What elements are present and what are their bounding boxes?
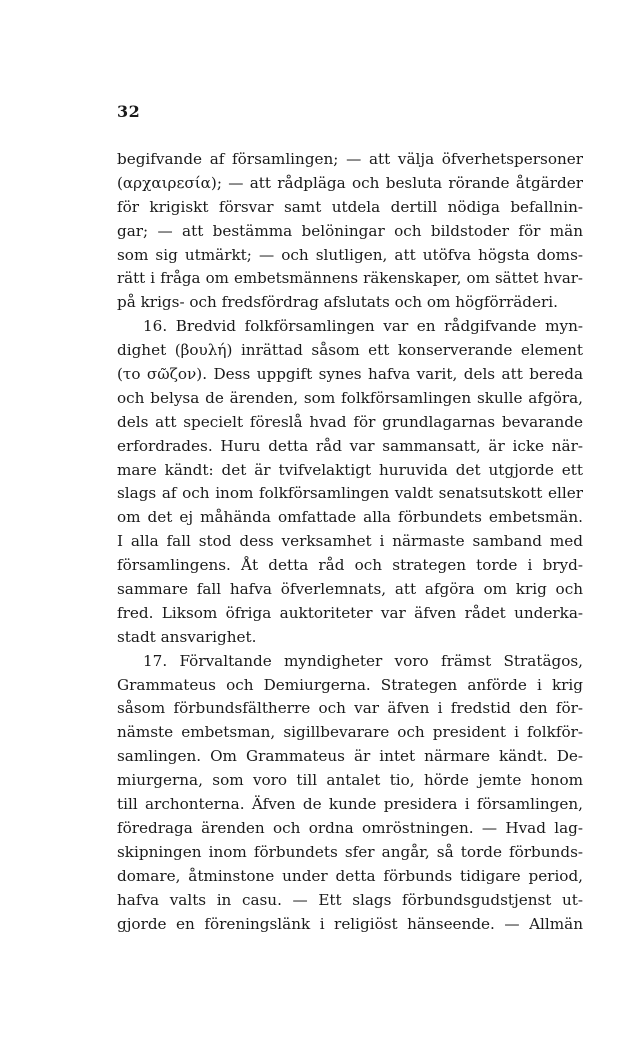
text-line: dighet (βουλή) inrättad såsom ett konserverande element bbox=[117, 341, 583, 360]
text-line: 16. Bredvid folkförsamlingen var en rådgifvande myn- bbox=[143, 317, 583, 336]
text-line: (αρχαιρεσία); — att rådpläga och besluta rörande åtgärder bbox=[117, 173, 583, 192]
text-line: nämste embetsman, sigillbevarare och president i folkför- bbox=[117, 723, 583, 742]
text-line: till archonterna. Äfven de kunde presidera i församlingen, bbox=[117, 795, 583, 814]
text-line: domare, åtminstone under detta förbunds tidigare period, bbox=[117, 866, 583, 885]
text-line: rätt i fråga om embetsmännens räkenskaper, om sättet hvar- bbox=[117, 269, 583, 288]
text-line: erfordrades. Huru detta råd var sammansatt, är icke när- bbox=[117, 436, 583, 455]
text-line: hafva valts in casu. — Ett slags förbundsgudstjenst ut- bbox=[117, 890, 583, 909]
text-line: och belysa de ärenden, som folkförsamlingen skulle afgöra, bbox=[117, 388, 583, 407]
text-line: såsom förbundsfältherre och var äfven i fredstid den för- bbox=[117, 699, 583, 718]
text-line: Grammateus och Demiurgerna. Strategen anförde i krig bbox=[117, 675, 583, 694]
text-line: om det ej måhända omfattade alla förbundets embetsmän. bbox=[117, 508, 583, 527]
text-line: skipningen inom förbundets sfer angår, så torde förbunds- bbox=[117, 842, 583, 861]
body-text bbox=[117, 148, 583, 936]
text-line: I alla fall stod dess verksamhet i närmaste samband med bbox=[117, 532, 583, 551]
text-line: sammare fall hafva öfverlemnats, att afgöra om krig och bbox=[117, 580, 583, 599]
text-line: fred. Liksom öfriga auktoriteter var äfven rådet underka- bbox=[117, 603, 583, 622]
text-line: 17. Förvaltande myndigheter voro främst Stratägos, bbox=[143, 651, 583, 670]
text-line: som sig utmärkt; — och slutligen, att utöfva högsta doms- bbox=[117, 245, 583, 264]
text-line: samlingen. Om Grammateus är intet närmare kändt. De- bbox=[117, 747, 583, 766]
text-line: gjorde en föreningslänk i religiöst hänseende. — Allmän bbox=[117, 914, 583, 933]
text-line: dels att specielt föreslå hvad för grundlagarnas bevarande bbox=[117, 412, 583, 431]
text-line: begifvande af församlingen; — att välja öfverhetspersoner bbox=[117, 150, 583, 168]
text-line: mare kändt: det är tvifvelaktigt huruvida det utgjorde ett bbox=[117, 460, 583, 479]
text-line: föredraga ärenden och ordna omröstningen. — Hvad lag- bbox=[117, 818, 583, 837]
text-line: slags af och inom folkförsamlingen valdt senatsutskott eller bbox=[117, 484, 583, 503]
text-line: församlingens. Åt detta råd och strategen torde i bryd- bbox=[117, 556, 583, 575]
text-line: miurgerna, som voro till antalet tio, hörde jemte honom bbox=[117, 771, 583, 790]
text-line: för krigiskt försvar samt utdela dertill nödiga befallnin- bbox=[117, 197, 583, 216]
text-line: (το σῶζον). Dess uppgift synes hafva varit, dels att bereda bbox=[117, 365, 583, 384]
page-number: 32 bbox=[117, 102, 141, 121]
text-line: gar; — att bestämma belöningar och bildstoder för män bbox=[117, 221, 583, 240]
text-line: på krigs- och fredsfördrag afslutats och om högförräderi. bbox=[117, 293, 558, 312]
text-line: stadt ansvarighet. bbox=[117, 627, 257, 646]
